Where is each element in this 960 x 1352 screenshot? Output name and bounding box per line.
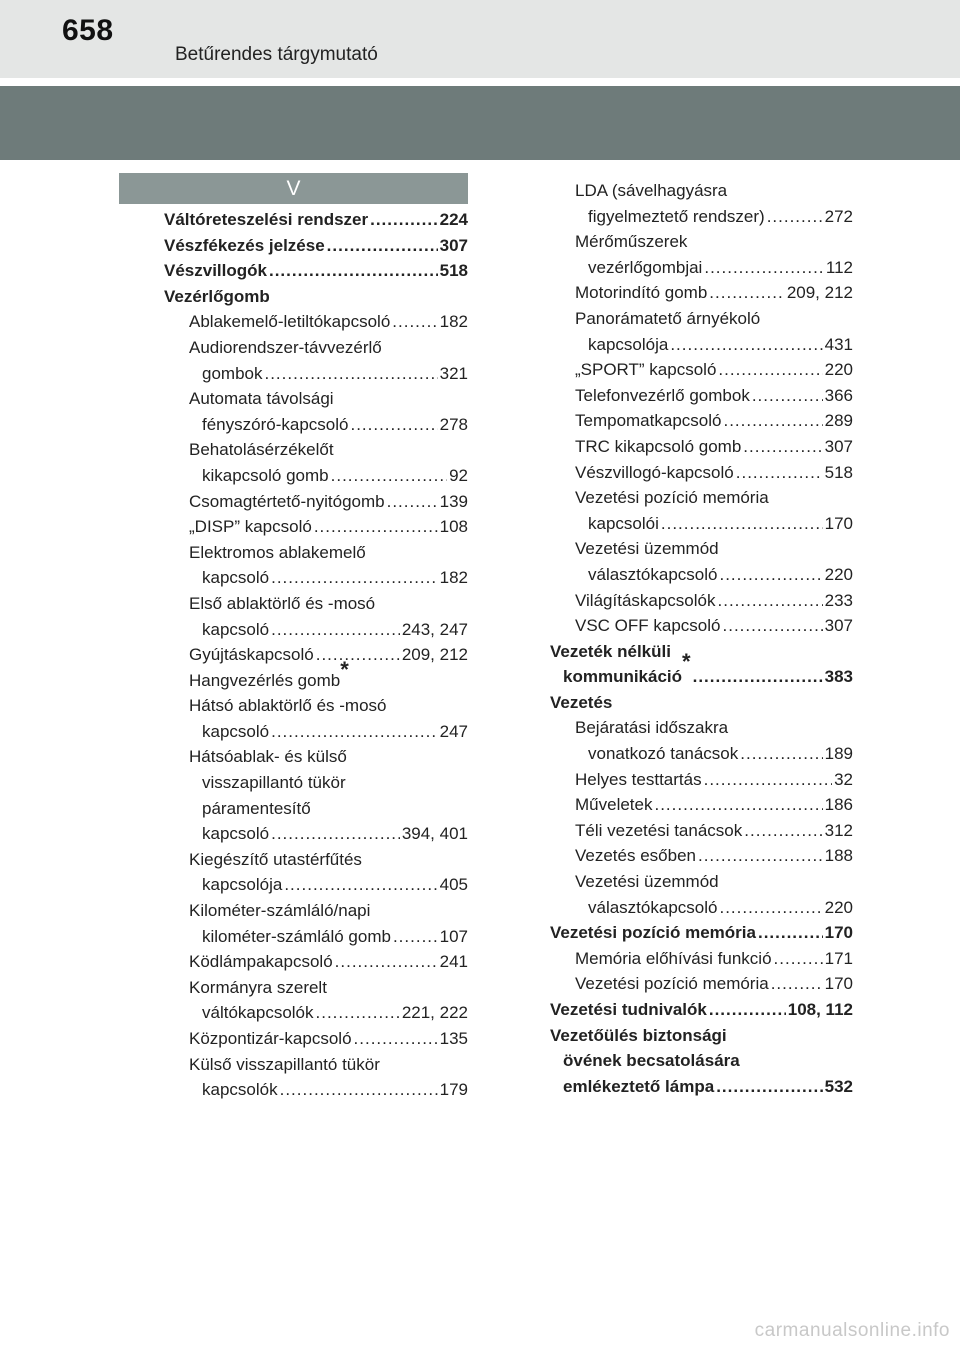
index-page-ref: 179	[439, 1080, 468, 1100]
index-entry-text: Hátsó ablaktörlő és -mosó	[189, 696, 387, 716]
index-entry-text: Elektromos ablakemelő	[189, 542, 366, 562]
dot-leader	[354, 1026, 438, 1052]
index-page-ref: 224	[439, 210, 468, 229]
index-entry-text: Helyes testtartás	[575, 769, 702, 789]
index-page-ref: 209, 212	[786, 283, 853, 303]
index-page-ref: 209, 212	[401, 645, 468, 665]
index-entry	[164, 847, 468, 873]
dot-leader	[736, 460, 823, 486]
header-band	[0, 0, 960, 78]
dot-leader	[316, 1000, 400, 1026]
index-entry	[164, 617, 468, 643]
index-entry-text: váltókapcsolók	[202, 1003, 314, 1023]
index-entry	[164, 1000, 468, 1026]
dot-leader	[709, 997, 786, 1023]
index-entry-text: Vezetési üzemmód	[575, 872, 719, 892]
dot-leader	[350, 412, 437, 438]
index-page-ref: 321	[439, 363, 468, 383]
dot-leader	[264, 361, 437, 387]
index-entry-text: kapcsolói	[588, 513, 659, 533]
page-number: 658	[62, 14, 114, 47]
index-entry-text: Téli vezetési tanácsok	[575, 820, 743, 840]
dot-leader	[314, 514, 438, 540]
index-entry-text: Vezetési üzemmód	[575, 539, 719, 559]
index-entry	[164, 514, 468, 540]
index-entry-text: figyelmeztető rendszer)	[588, 206, 765, 226]
index-entry-text: Tempomatkapcsoló	[575, 411, 722, 431]
index-column-right	[550, 178, 853, 1099]
index-entry	[164, 361, 468, 387]
index-entry-text: vonatkozó tanácsok	[588, 744, 739, 764]
index-entry	[164, 540, 468, 566]
index-entry	[164, 872, 468, 898]
index-page-ref: 312	[824, 820, 853, 840]
index-entry	[550, 383, 853, 409]
index-entry	[164, 1026, 468, 1052]
index-entry	[164, 821, 468, 847]
index-entry-text: Kiegészítő utastérfűtés	[189, 849, 362, 869]
dot-leader	[723, 408, 822, 434]
index-page-ref: 278	[439, 414, 468, 434]
dot-leader	[758, 920, 823, 946]
dot-leader	[719, 895, 822, 921]
index-entry	[550, 690, 853, 716]
index-entry-text: Vészfékezés jelzése	[164, 235, 325, 255]
index-page-ref: 383	[824, 667, 853, 687]
index-entry	[550, 255, 853, 281]
index-page-ref: 112	[825, 257, 853, 277]
index-entry-text: Ablakemelő-letiltókapcsoló	[189, 312, 391, 332]
index-entry	[164, 719, 468, 745]
index-entry	[550, 818, 853, 844]
index-entry	[164, 437, 468, 463]
watermark: carmanualsonline.info	[754, 1320, 950, 1341]
index-entry-text: választókapcsoló	[588, 897, 718, 917]
dot-leader	[316, 642, 400, 668]
index-entry-text: Műveletek	[575, 795, 653, 815]
index-entry	[550, 280, 853, 306]
index-entry	[550, 1023, 853, 1049]
dot-leader	[719, 562, 822, 588]
index-entry	[550, 946, 853, 972]
index-entry	[550, 895, 853, 921]
dot-leader	[704, 767, 832, 793]
index-page-ref: 241	[439, 952, 468, 972]
dot-leader	[716, 1074, 822, 1100]
footnote-star: *	[682, 649, 691, 675]
index-entry-text: Gyújtáskapcsoló	[189, 645, 314, 665]
index-entry-text: Hátsóablak- és külső	[189, 747, 347, 767]
dot-leader	[774, 946, 823, 972]
index-page-ref: 170	[824, 974, 853, 994]
index-entry	[164, 386, 468, 412]
index-page-ref: 289	[824, 411, 853, 431]
index-entry-text: Telefonvezérlő gombok	[575, 385, 750, 405]
index-entry	[550, 204, 853, 230]
page-title: Betűrendes tárgymutató	[175, 44, 378, 65]
index-entry-text: kapcsoló	[202, 824, 270, 844]
dot-leader	[370, 207, 438, 233]
index-entry	[164, 1052, 468, 1078]
index-entry	[550, 332, 853, 358]
index-page-ref: 186	[824, 795, 853, 815]
index-entry	[550, 536, 853, 562]
index-entry-text: kapcsolók	[202, 1080, 278, 1100]
dot-leader	[670, 332, 822, 358]
dot-leader	[661, 511, 823, 537]
index-entry	[550, 562, 853, 588]
index-entry-text: visszapillantó tükör	[202, 773, 346, 793]
index-entry	[164, 565, 468, 591]
index-entry-text: Panorámatető árnyékoló	[575, 308, 761, 328]
dot-leader	[767, 204, 823, 230]
index-entry	[550, 920, 853, 946]
index-entry-text: Első ablaktörlő és -mosó	[189, 593, 376, 613]
index-page-ref: 107	[439, 926, 468, 946]
index-page-ref: 220	[824, 564, 853, 584]
index-entry	[164, 463, 468, 489]
index-page-ref: 108	[439, 517, 468, 537]
index-entry-text: kapcsoló	[202, 568, 270, 588]
index-entry	[550, 408, 853, 434]
index-entry-text: Váltóreteszelési rendszer	[164, 210, 369, 229]
index-entry-text: páramentesítő	[202, 798, 311, 818]
dot-leader	[718, 588, 823, 614]
index-entry	[550, 357, 853, 383]
index-entry	[550, 460, 853, 486]
index-entry-text: gombok	[202, 363, 263, 383]
index-entry	[550, 434, 853, 460]
index-entry	[164, 489, 468, 515]
index-entry	[550, 639, 853, 665]
dot-leader	[771, 971, 823, 997]
dot-leader	[693, 664, 823, 690]
index-entry-text: Kilométer-számláló/napi	[189, 901, 371, 921]
index-page-ref: 182	[439, 312, 468, 332]
index-entry	[550, 869, 853, 895]
index-entry-text: Behatolásérzékelőt	[189, 440, 334, 460]
index-entry-text: Bejáratási időszakra	[575, 718, 729, 738]
index-page-ref: 243, 247	[401, 619, 468, 639]
index-entry-text: kikapcsoló gomb	[202, 465, 329, 485]
dot-leader	[284, 872, 437, 898]
index-entry	[550, 613, 853, 639]
index-entry	[550, 229, 853, 255]
index-entry-text: Vezetés esőben	[575, 846, 696, 866]
dot-leader	[271, 719, 438, 745]
index-entry-text: Ködlámpakapcsoló	[189, 952, 333, 972]
index-entry-text: Motorindító gomb	[575, 283, 708, 303]
index-page-ref: 170	[824, 923, 853, 943]
index-entry-text: kommunikáció	[563, 667, 683, 687]
index-entry-text: Memória előhívási funkció	[575, 948, 772, 968]
dot-leader	[280, 1077, 438, 1103]
dot-leader	[327, 233, 438, 259]
index-page-ref: 272	[824, 206, 853, 226]
dot-leader	[387, 489, 438, 515]
index-entry	[164, 258, 468, 284]
index-entry-text: Világításkapcsolók	[575, 590, 716, 610]
index-column-left	[164, 207, 468, 1103]
dot-leader	[331, 463, 447, 489]
index-page-ref: 182	[439, 568, 468, 588]
index-entry-text: Külső visszapillantó tükör	[189, 1054, 380, 1074]
index-entry-text: Csomagtértető-nyitógomb	[189, 491, 385, 511]
dot-leader	[743, 434, 822, 460]
index-entry-text: kilométer-számláló gomb	[202, 926, 391, 946]
index-entry-text: vezérlőgombjai	[588, 257, 703, 277]
index-entry-text: kapcsolója	[202, 875, 283, 895]
index-entry	[164, 770, 468, 796]
index-page-ref: 170	[824, 513, 853, 533]
index-entry-text: emlékeztető lámpa	[563, 1076, 715, 1096]
index-entry	[164, 949, 468, 975]
index-entry-text: Vezetési pozíció memória	[550, 923, 756, 943]
index-entry-text: LDA (sávelhagyásra	[575, 181, 728, 200]
index-entry	[164, 309, 468, 335]
index-page-ref: 189	[824, 744, 853, 764]
index-entry-text: Vészvillogók	[164, 261, 267, 281]
dot-leader	[269, 258, 438, 284]
index-page-ref: 366	[824, 385, 853, 405]
dot-leader	[271, 617, 400, 643]
index-entry-text: Vezetőülés biztonsági	[550, 1025, 727, 1045]
index-entry	[164, 924, 468, 950]
index-page-ref: 32	[834, 769, 853, 789]
dot-leader	[271, 565, 438, 591]
index-entry	[550, 741, 853, 767]
index-entry-text: Vezérlőgomb	[164, 286, 270, 306]
index-page-ref: 220	[824, 897, 853, 917]
index-entry	[164, 657, 468, 694]
index-page-ref: 171	[824, 948, 853, 968]
section-letter-header: V	[119, 173, 468, 204]
index-entry	[164, 207, 468, 233]
dot-leader	[392, 309, 437, 335]
index-entry	[164, 693, 468, 719]
index-entry	[550, 715, 853, 741]
index-page-ref: 220	[824, 360, 853, 380]
index-entry	[164, 975, 468, 1001]
index-page-ref: 233	[824, 590, 853, 610]
dot-leader	[740, 741, 822, 767]
index-entry	[550, 971, 853, 997]
index-page-ref: 108, 112	[787, 1000, 853, 1019]
dot-leader	[393, 924, 438, 950]
dot-leader	[752, 383, 823, 409]
footnote-star: *	[340, 657, 349, 683]
dot-leader	[698, 843, 823, 869]
decorative-band	[0, 86, 960, 160]
index-entry-text: „DISP” kapcsoló	[189, 517, 312, 537]
index-entry-text: fényszóró-kapcsoló	[202, 414, 349, 434]
index-entry	[550, 588, 853, 614]
dot-leader	[709, 280, 785, 306]
dot-leader	[744, 818, 822, 844]
index-page-ref: 307	[824, 436, 853, 456]
index-page-ref: 307	[824, 616, 853, 636]
dot-leader	[271, 821, 400, 847]
index-page-ref: 518	[439, 261, 468, 281]
index-entry	[550, 1074, 853, 1100]
index-entry-text: Vészvillogó-kapcsoló	[575, 462, 734, 482]
index-entry-text: Vezetési pozíció memória	[575, 974, 769, 994]
index-entry	[164, 642, 468, 668]
dot-leader	[335, 949, 438, 975]
index-page-ref: 307	[439, 235, 468, 255]
index-entry-text: kapcsolója	[588, 334, 669, 354]
index-entry	[550, 767, 853, 793]
index-entry	[550, 511, 853, 537]
index-entry-text: kapcsoló	[202, 619, 270, 639]
index-page-ref: 221, 222	[401, 1003, 468, 1023]
index-entry-text: Vezetés	[550, 692, 613, 712]
dot-leader	[654, 792, 822, 818]
index-entry	[164, 898, 468, 924]
index-page-ref: 431	[824, 334, 853, 354]
index-page-ref: 135	[439, 1029, 468, 1048]
dot-leader	[718, 357, 822, 383]
dot-leader	[704, 255, 824, 281]
index-entry-text: övének becsatolására	[563, 1051, 740, 1071]
index-entry	[164, 1077, 468, 1103]
index-page-ref: 518	[824, 462, 853, 482]
index-entry	[550, 843, 853, 869]
index-entry	[550, 485, 853, 511]
index-entry	[164, 335, 468, 361]
index-page-ref: 139	[439, 491, 468, 511]
index-page-ref: 394, 401	[401, 824, 468, 844]
index-entry	[164, 284, 468, 310]
index-entry-text: Kormányra szerelt	[189, 977, 327, 997]
index-entry	[164, 796, 468, 822]
index-entry	[550, 178, 853, 204]
index-page-ref: 405	[439, 875, 468, 895]
index-entry-text: VSC OFF kapcsoló	[575, 616, 721, 636]
index-entry-text: Vezeték nélküli	[550, 641, 671, 661]
index-entry-text: Hangvezérlés gomb	[189, 670, 341, 690]
index-entry-text: kapcsoló	[202, 721, 270, 741]
dot-leader	[723, 613, 823, 639]
index-page-ref: 92	[449, 465, 468, 485]
index-entry	[550, 306, 853, 332]
index-entry-text: TRC kikapcsoló gomb	[575, 436, 742, 456]
index-entry-text: Audiorendszer-távvezérlő	[189, 337, 382, 357]
index-entry-text: Központizár-kapcsoló	[189, 1029, 352, 1048]
index-entry	[550, 1048, 853, 1074]
index-entry-text: Automata távolsági	[189, 389, 334, 409]
index-entry-text: Vezetési tudnivalók	[550, 1000, 707, 1019]
index-entry	[550, 792, 853, 818]
index-page-ref: 247	[439, 721, 468, 741]
index-entry	[164, 233, 468, 259]
index-entry	[164, 744, 468, 770]
index-entry-text: „SPORT” kapcsoló	[575, 360, 717, 380]
index-page-ref: 188	[824, 846, 853, 866]
index-entry	[164, 591, 468, 617]
index-entry	[164, 412, 468, 438]
index-entry-text: Mérőműszerek	[575, 232, 688, 252]
index-entry	[550, 997, 853, 1023]
index-page-ref: 532	[824, 1076, 853, 1096]
index-entry-text: Vezetési pozíció memória	[575, 488, 769, 508]
index-entry-text: választókapcsoló	[588, 564, 718, 584]
